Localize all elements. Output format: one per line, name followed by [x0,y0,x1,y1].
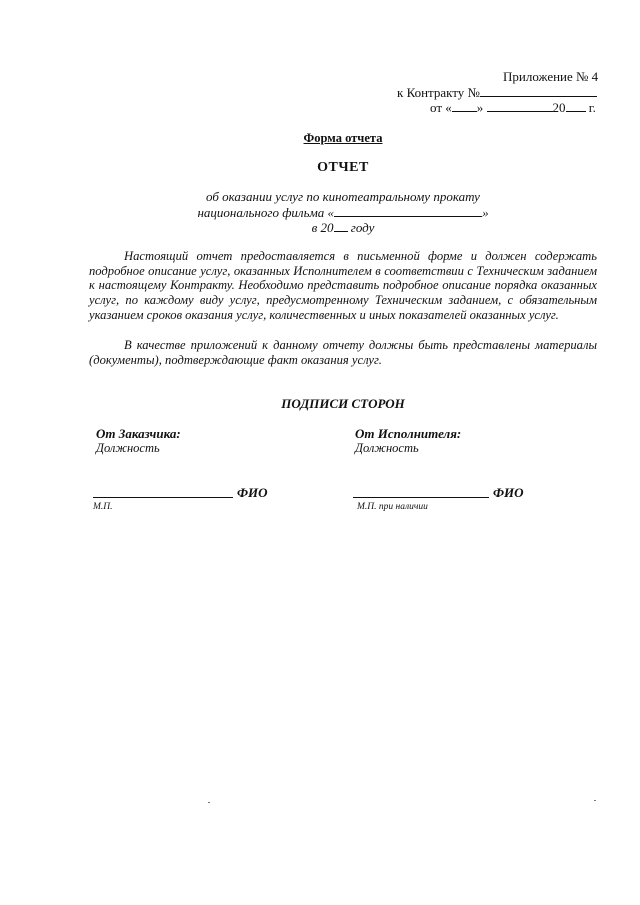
year-field [334,219,348,232]
scan-speck [594,800,596,801]
date-g-label: г. [588,100,596,115]
contractor-position: Должность [355,441,419,455]
subtitle-line1: об оказании услуг по кинотеатральному прокату [206,189,480,204]
film-quote-close: » [482,205,489,220]
date-ot-label: от « [430,100,452,115]
body-paragraph-1: Настоящий отчет предоставляется в письменной форме и должен содержать подробное описание услуг, оказанных Исполнителем в соответствии с Техническим заданием к настоящему Контракту. Необходимо представить подробное описание порядка оказанных услуг, по каждому виду услуг, предусмотренному Техническим заданием, с обязательным указанием сроков оказания услуг, количественных и иных показателей оказанных услуг. [89,249,597,322]
contractor-signature-line [353,497,489,498]
signatures-heading: ПОДПИСИ СТОРОН [281,396,405,411]
year-prefix: в 20 [311,220,334,235]
contract-label: к Контракту № [397,85,480,100]
customer-signature-line [93,497,233,498]
date-year-field [566,99,586,112]
date-day-field [452,99,477,112]
contract-number-field [480,84,597,97]
appendix-label: Приложение № 4 [503,69,599,84]
customer-stamp: М.П. [93,502,113,512]
customer-position: Должность [96,441,160,455]
customer-label: От Заказчика: [96,426,181,441]
form-title: Форма отчета [303,131,383,145]
report-title: ОТЧЕТ [317,160,369,175]
contract-date-line [430,99,596,116]
contractor-stamp: М.П. при наличии [357,502,428,512]
film-label: национального фильма « [197,205,335,220]
contractor-label: От Исполнителя: [355,426,462,441]
customer-fio: ФИО [237,485,268,500]
year-suffix: году [350,220,375,235]
subtitle-line3 [0,219,640,236]
date-year-prefix: 20 [552,100,566,115]
date-month-field [487,99,553,112]
contractor-fio: ФИО [493,485,524,500]
film-name-field [334,204,482,217]
scan-speck [208,802,210,803]
body-paragraph-2: В качестве приложений к данному отчету должны быть представлены материалы (документы), подтверждающие факт оказания услуг. [89,338,597,367]
date-quote-close: » [476,100,484,115]
